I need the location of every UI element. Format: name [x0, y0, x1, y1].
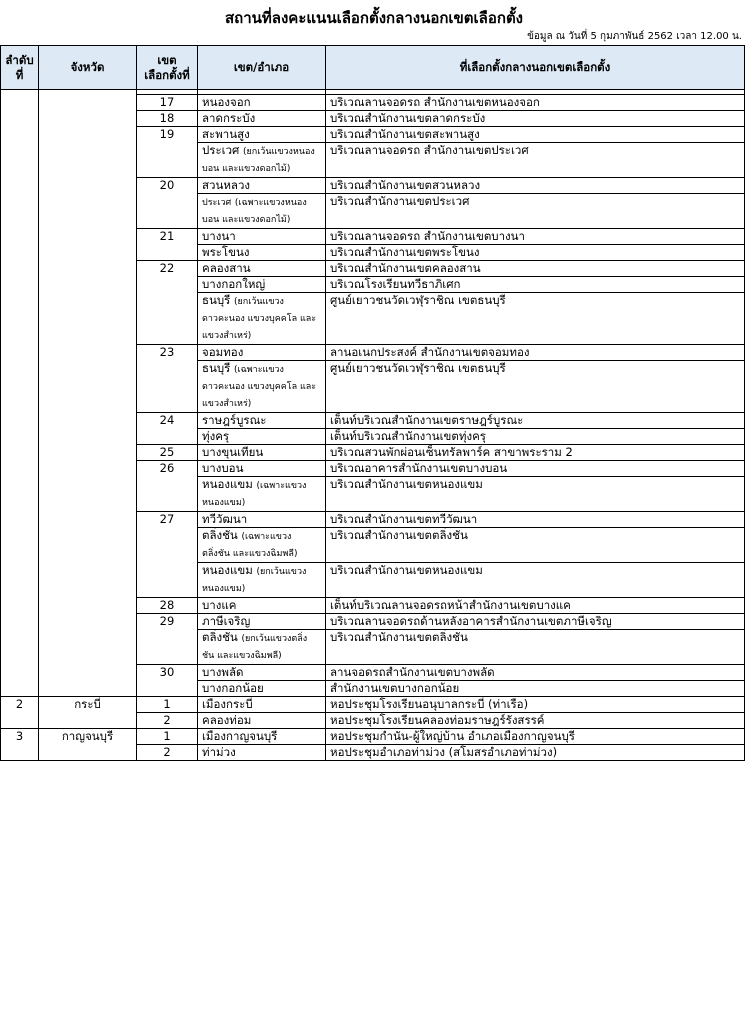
location-cell: บริเวณสำนักงานเขตหนองแขม: [326, 477, 745, 512]
zone-cell: 24: [137, 413, 198, 445]
location-cell: บริเวณสำนักงานเขตทวีวัฒนา: [326, 512, 745, 528]
district-cell: บางกอกใหญ่: [198, 277, 326, 293]
zone-cell: 1: [137, 697, 198, 713]
location-cell: สำนักงานเขตบางกอกน้อย: [326, 681, 745, 697]
district-name: ธนบุรี: [202, 361, 231, 375]
zone-cell: 2: [137, 745, 198, 761]
location-cell: บริเวณสำนักงานเขตตลิ่งชัน: [326, 630, 745, 665]
zone-cell: 23: [137, 345, 198, 413]
province-cell: กาญจนบุรี: [39, 729, 137, 761]
district-cell: พระโขนง: [198, 245, 326, 261]
polling-locations-table: [0, 45, 745, 761]
district-note: (เฉพาะแขวง ดาวคะนอง แขวงบุคคโล และแขวงสำเหร่): [202, 365, 317, 409]
location-cell: เต็นท์บริเวณสำนักงานเขตทุ่งครุ: [326, 429, 745, 445]
zone-cell: 17: [137, 95, 198, 111]
table-row: [1, 697, 745, 713]
district-cell: ทวีวัฒนา: [198, 512, 326, 528]
header-location: ที่เลือกตั้งกลางนอกเขตเลือกตั้ง: [326, 46, 745, 90]
district-cell: [198, 194, 326, 229]
district-cell: สวนหลวง: [198, 178, 326, 194]
no-cell: [1, 90, 39, 697]
district-cell: บางขุนเทียน: [198, 445, 326, 461]
district-cell: [198, 477, 326, 512]
zone-cell: 22: [137, 261, 198, 345]
location-cell: บริเวณลานจอดรถด้านหลังอาคารสำนักงานเขตภาษีเจริญ: [326, 614, 745, 630]
header-district: เขต/อำเภอ: [198, 46, 326, 90]
location-cell: บริเวณสำนักงานเขตสวนหลวง: [326, 178, 745, 194]
district-note: (ยกเว้นแขวงหนอง บอน และแขวงดอกไม้): [202, 147, 315, 174]
district-cell: หนองจอก: [198, 95, 326, 111]
location-cell: บริเวณสำนักงานเขตลาดกระบัง: [326, 111, 745, 127]
district-name: ประเวศ: [202, 143, 240, 157]
district-name: หนองแขม: [202, 563, 253, 577]
as-of-note: ข้อมูล ณ วันที่ 5 กุมภาพันธ์ 2562 เวลา 12.00 น.: [527, 31, 742, 42]
district-cell: บางกอกน้อย: [198, 681, 326, 697]
district-cell: เมืองกระบี่: [198, 697, 326, 713]
district-note: (ยกเว้นแขวง ดาวคะนอง แขวงบุคคโล และแขวงสำเหร่): [202, 297, 317, 341]
document-title: สถานที่ลงคะแนนเลือกตั้งกลางนอกเขตเลือกตั้ง: [224, 9, 524, 27]
zone-cell: 26: [137, 461, 198, 512]
province-cell: [39, 90, 137, 697]
district-cell: คลองสาน: [198, 261, 326, 277]
location-cell: บริเวณสำนักงานเขตหนองแขม: [326, 563, 745, 598]
no-cell: 3: [1, 729, 39, 761]
district-note: (ยกเว้นแขวง หนองแขม): [202, 567, 307, 594]
district-cell: จอมทอง: [198, 345, 326, 361]
zone-cell: 1: [137, 729, 198, 745]
header-no-line2: ที่: [15, 67, 24, 82]
location-cell: ลานอเนกประสงค์ สำนักงานเขตจอมทอง: [326, 345, 745, 361]
location-cell: เต็นท์บริเวณลานจอดรถหน้าสำนักงานเขตบางแค: [326, 598, 745, 614]
district-cell: บางบอน: [198, 461, 326, 477]
district-note: (เฉพาะแขวงหนอง บอน และแขวงดอกไม้): [202, 198, 307, 225]
location-cell: เต็นท์บริเวณสำนักงานเขตราษฎร์บูรณะ: [326, 413, 745, 429]
district-cell: [198, 563, 326, 598]
district-cell: เมืองกาญจนบุรี: [198, 729, 326, 745]
location-cell: บริเวณสำนักงานเขตพระโขนง: [326, 245, 745, 261]
district-cell: ทุ่งครุ: [198, 429, 326, 445]
zone-cell: 2: [137, 713, 198, 729]
header-zone-line2: เลือกตั้งที่: [144, 67, 190, 82]
district-cell: [198, 143, 326, 178]
district-cell: [198, 630, 326, 665]
district-cell: [198, 293, 326, 345]
province-cell: กระบี่: [39, 697, 137, 729]
district-name: ประเวศ: [202, 198, 232, 208]
district-cell: [198, 361, 326, 413]
location-cell: หอประชุมกำนัน-ผู้ใหญ่บ้าน อำเภอเมืองกาญจนบุรี: [326, 729, 745, 745]
header-no-line1: ลำดับ: [5, 52, 34, 67]
district-cell: ท่าม่วง: [198, 745, 326, 761]
district-cell: สะพานสูง: [198, 127, 326, 143]
district-note: (เฉพาะแขวง หนองแขม): [202, 481, 307, 508]
header-zone-line1: เขต: [157, 52, 177, 67]
district-note: (ยกเว้นแขวงตลิ่ง ชัน และแขวงฉิมพลี): [202, 634, 308, 661]
location-cell: หอประชุมโรงเรียนอนุบาลกระบี่ (ท่าเรือ): [326, 697, 745, 713]
header-no: [1, 46, 39, 90]
zone-cell: 18: [137, 111, 198, 127]
location-cell: บริเวณลานจอดรถ สำนักงานเขตประเวศ: [326, 143, 745, 178]
district-name: ตลิ่งชัน: [202, 630, 238, 644]
location-cell: บริเวณอาคารสำนักงานเขตบางบอน: [326, 461, 745, 477]
district-cell: บางนา: [198, 229, 326, 245]
zone-cell: 30: [137, 665, 198, 697]
location-cell: ศูนย์เยาวชนวัดเวฬุราชิณ เขตธนบุรี: [326, 293, 745, 345]
header-row: [1, 46, 745, 90]
location-cell: บริเวณสำนักงานเขตประเวศ: [326, 194, 745, 229]
zone-cell: 20: [137, 178, 198, 229]
district-note: (เฉพาะแขวง ตลิ่งชัน และแขวงฉิมพลี): [202, 532, 298, 559]
table-row: [1, 729, 745, 745]
location-cell: บริเวณลานจอดรถ สำนักงานเขตหนองจอก: [326, 95, 745, 111]
zone-cell: 25: [137, 445, 198, 461]
location-cell: หอประชุมโรงเรียนคลองท่อมราษฎร์รังสรรค์: [326, 713, 745, 729]
district-cell: ภาษีเจริญ: [198, 614, 326, 630]
zone-cell: 21: [137, 229, 198, 261]
zone-cell: 27: [137, 512, 198, 598]
district-cell: [198, 528, 326, 563]
header-zone: [137, 46, 198, 90]
zone-cell: 28: [137, 598, 198, 614]
district-cell: ราษฎร์บูรณะ: [198, 413, 326, 429]
district-name: ตลิ่งชัน: [202, 528, 238, 542]
location-cell: ลานจอดรถสำนักงานเขตบางพลัด: [326, 665, 745, 681]
district-cell: บางแค: [198, 598, 326, 614]
zone-cell: 29: [137, 614, 198, 665]
location-cell: บริเวณสำนักงานเขตตลิ่งชัน: [326, 528, 745, 563]
district-cell: ลาดกระบัง: [198, 111, 326, 127]
no-cell: 2: [1, 697, 39, 729]
zone-cell: 19: [137, 127, 198, 178]
header-province: จังหวัด: [39, 46, 137, 90]
location-cell: หอประชุมอำเภอท่าม่วง (สโมสรอำเภอท่าม่วง): [326, 745, 745, 761]
location-cell: บริเวณสำนักงานเขตคลองสาน: [326, 261, 745, 277]
location-cell: ศูนย์เยาวชนวัดเวฬุราชิณ เขตธนบุรี: [326, 361, 745, 413]
location-cell: บริเวณลานจอดรถ สำนักงานเขตบางนา: [326, 229, 745, 245]
district-name: ธนบุรี: [202, 293, 231, 307]
district-cell: บางพลัด: [198, 665, 326, 681]
location-cell: บริเวณสวนพักผ่อนเซ็นทรัลพาร์ค สาขาพระราม 2: [326, 445, 745, 461]
location-cell: บริเวณสำนักงานเขตสะพานสูง: [326, 127, 745, 143]
district-cell: คลองท่อม: [198, 713, 326, 729]
district-name: หนองแขม: [202, 477, 253, 491]
location-cell: บริเวณโรงเรียนทวีธาภิเศก: [326, 277, 745, 293]
